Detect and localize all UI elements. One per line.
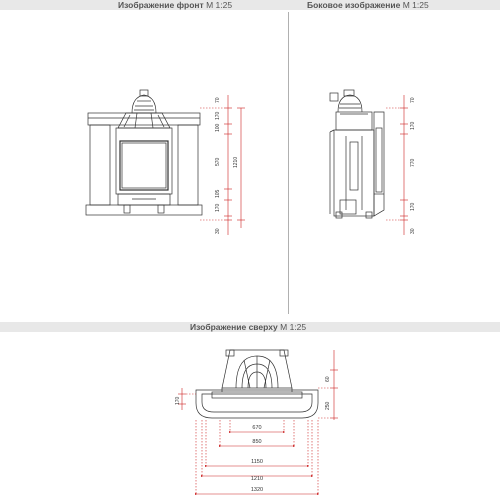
side-dim-170: 170 <box>410 121 416 130</box>
front-dim-105: 105 <box>215 189 221 198</box>
top-dim-60: 60 <box>325 376 331 382</box>
side-dim-170b: 170 <box>410 202 416 211</box>
top-view-title-text: Изображение сверху <box>190 322 278 332</box>
front-dim-70: 70 <box>215 97 221 103</box>
side-dim-70: 70 <box>410 97 416 103</box>
side-dimension-chain <box>386 95 408 235</box>
top-view-drawing <box>196 350 318 418</box>
front-view-drawing <box>86 90 202 215</box>
side-view-scale: М 1:25 <box>402 0 429 10</box>
top-dim-250: 250 <box>325 401 331 410</box>
front-view-title-text: Изображение фронт <box>118 0 204 10</box>
front-view-scale: М 1:25 <box>206 0 233 10</box>
front-dim-570: 570 <box>215 157 221 166</box>
top-width-1210: 1210 <box>250 476 264 482</box>
front-dim-170b: 170 <box>215 203 221 212</box>
side-dim-30: 30 <box>410 228 416 234</box>
top-view-scale: М 1:25 <box>280 322 307 332</box>
top-width-dimensions <box>196 420 318 494</box>
top-dim-170: 170 <box>175 396 181 405</box>
top-width-850: 850 <box>252 439 262 445</box>
side-view-title-text: Боковое изображение <box>307 0 401 10</box>
front-dim-100: 100 <box>215 123 221 132</box>
front-dim-30: 30 <box>215 228 221 234</box>
top-width-1150: 1150 <box>251 459 263 465</box>
side-view-drawing <box>330 90 384 218</box>
front-dim-1210: 1210 <box>233 156 239 168</box>
front-dim-170: 170 <box>215 111 221 120</box>
top-width-670: 670 <box>252 425 262 431</box>
top-width-1320: 1320 <box>250 487 264 493</box>
side-dim-770: 770 <box>410 158 416 167</box>
